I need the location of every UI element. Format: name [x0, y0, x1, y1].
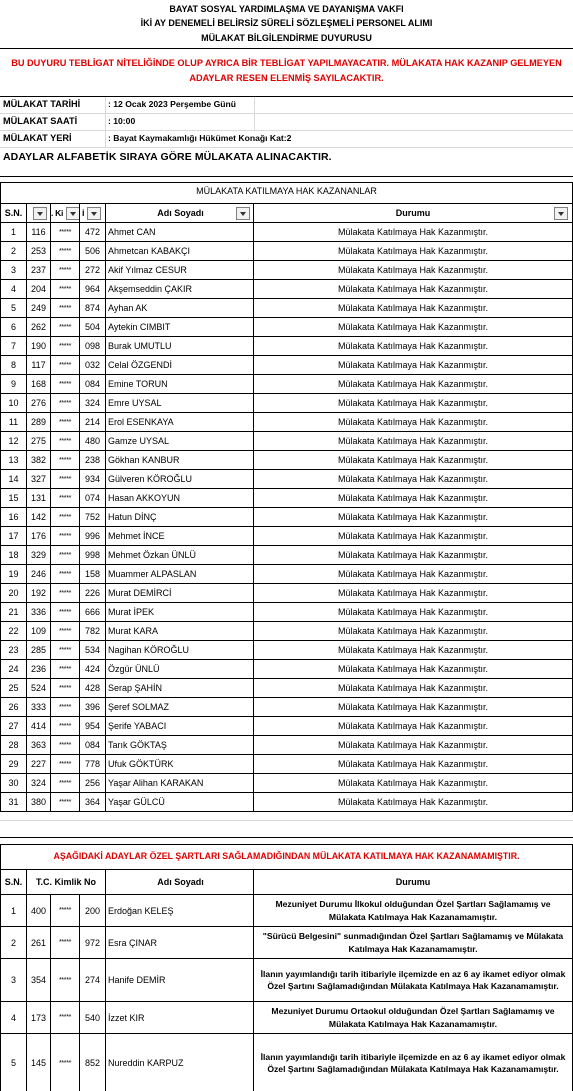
tc-prefix-cell: 289: [27, 413, 51, 431]
name-cell: Aytekin CIMBIT: [106, 318, 254, 336]
tc-suffix-cell: 032: [80, 356, 106, 374]
tc-mask-cell: *****: [51, 895, 80, 926]
tc-mask-cell: *****: [51, 261, 80, 279]
sn-cell: 9: [0, 375, 27, 393]
status-cell: Mülakata Katılmaya Hak Kazanmıştır.: [254, 413, 573, 431]
reason-cell: İlanın yayımlandığı tarih itibariyle ilçemizde en az 6 ay ikamet ediyor olmak Özel Şartını Sağlamadığından Mülakata Katılmaya Hak Kazanamamıştır.: [254, 959, 573, 1001]
name-cell: Akşemseddin ÇAKIR: [106, 280, 254, 298]
table-row: [0, 489, 573, 508]
sn-cell: 23: [0, 641, 27, 659]
tc-suffix-cell: 424: [80, 660, 106, 678]
tc-prefix-cell: 142: [27, 508, 51, 526]
tc-mask-cell: *****: [51, 622, 80, 640]
tc-mask-cell: *****: [51, 432, 80, 450]
tc-filter-dropdown-icon-2[interactable]: [66, 207, 80, 220]
tc-suffix-cell: 200: [80, 895, 106, 926]
sn-cell: 13: [0, 451, 27, 469]
header-divider: [0, 48, 573, 49]
interview-date-label: MÜLAKAT TARİHİ: [3, 99, 81, 109]
tc-prefix-cell: 204: [27, 280, 51, 298]
tc-prefix-cell: 145: [27, 1034, 51, 1091]
gap-line-2: [0, 837, 573, 838]
table-row: [0, 679, 573, 698]
table-row: [0, 280, 573, 299]
table-row: [0, 242, 573, 261]
name-cell: Özgür ÜNLÜ: [106, 660, 254, 678]
name-cell: Yaşar Alihan KARAKAN: [106, 774, 254, 792]
sn-cell: 7: [0, 337, 27, 355]
tc-prefix-cell: 236: [27, 660, 51, 678]
name-cell: Murat KARA: [106, 622, 254, 640]
tc-suffix-cell: 480: [80, 432, 106, 450]
sn-cell: 29: [0, 755, 27, 773]
sn-cell: 1: [0, 223, 27, 241]
tc-suffix-cell: 324: [80, 394, 106, 412]
tc-prefix-cell: 192: [27, 584, 51, 602]
tc-prefix-cell: 168: [27, 375, 51, 393]
tc-mask-cell: *****: [51, 1002, 80, 1033]
status-cell: Mülakata Katılmaya Hak Kazanmıştır.: [254, 641, 573, 659]
tc-suffix-cell: 472: [80, 223, 106, 241]
name-cell: Mehmet Özkan ÜNLÜ: [106, 546, 254, 564]
name-cell: Burak UMUTLU: [106, 337, 254, 355]
sn-cell: 14: [0, 470, 27, 488]
status-cell: Mülakata Katılmaya Hak Kazanmıştır.: [254, 774, 573, 792]
status-cell: Mülakata Katılmaya Hak Kazanmıştır.: [254, 470, 573, 488]
tc-mask-cell: *****: [51, 299, 80, 317]
sn-header: S.N.: [0, 204, 27, 222]
tc-mask-cell: *****: [51, 413, 80, 431]
table-row: [0, 394, 573, 413]
sn-cell: 24: [0, 660, 27, 678]
tc-suffix-cell: 934: [80, 470, 106, 488]
table-row: [0, 299, 573, 318]
d-sn-header: S.N.: [0, 870, 27, 894]
status-cell: Mülakata Katılmaya Hak Kazanmıştır.: [254, 375, 573, 393]
tc-prefix-cell: 109: [27, 622, 51, 640]
tc-mask-cell: *****: [51, 717, 80, 735]
tc-mask-cell: *****: [51, 280, 80, 298]
tc-suffix-cell: 778: [80, 755, 106, 773]
status-cell: Mülakata Katılmaya Hak Kazanmıştır.: [254, 318, 573, 336]
tc-filter-dropdown-icon[interactable]: [33, 207, 47, 220]
name-cell: Muammer ALPASLAN: [106, 565, 254, 583]
header-foundation-name: BAYAT SOSYAL YARDIMLAŞMA VE DAYANIŞMA VAKFI: [169, 4, 404, 14]
name-cell: Hanife DEMİR: [106, 959, 254, 1001]
table-row: [0, 261, 573, 280]
tc-prefix-cell: 116: [27, 223, 51, 241]
table-row: [0, 698, 573, 717]
tc-suffix-cell: 782: [80, 622, 106, 640]
tc-prefix-cell: 275: [27, 432, 51, 450]
tc-suffix-cell: 964: [80, 280, 106, 298]
tc-mask-cell: *****: [51, 736, 80, 754]
tc-prefix-cell: 285: [27, 641, 51, 659]
name-cell: Şeref SOLMAZ: [106, 698, 254, 716]
tc-suffix-cell: 238: [80, 451, 106, 469]
interview-time-row: [0, 114, 573, 131]
tc-suffix-cell: 364: [80, 793, 106, 811]
tc-mask-cell: *****: [51, 660, 80, 678]
sn-cell: 10: [0, 394, 27, 412]
name-cell: Nureddin KARPUZ: [106, 1034, 254, 1091]
tc-mask-cell: *****: [51, 223, 80, 241]
tc-prefix-cell: 327: [27, 470, 51, 488]
name-cell: Ayhan AK: [106, 299, 254, 317]
table-row: [0, 959, 573, 1002]
table-row: [0, 736, 573, 755]
sn-cell: 21: [0, 603, 27, 621]
table-row: [0, 660, 573, 679]
sn-cell: 3: [0, 261, 27, 279]
tc-mask-cell: *****: [51, 470, 80, 488]
tc-prefix-cell: 117: [27, 356, 51, 374]
status-cell: Mülakata Katılmaya Hak Kazanmıştır.: [254, 337, 573, 355]
tc-prefix-cell: 237: [27, 261, 51, 279]
status-cell: Mülakata Katılmaya Hak Kazanmıştır.: [254, 622, 573, 640]
name-cell: Emre UYSAL: [106, 394, 254, 412]
tc-suffix-cell: 998: [80, 546, 106, 564]
tc-prefix-cell: 246: [27, 565, 51, 583]
status-cell: Mülakata Katılmaya Hak Kazanmıştır.: [254, 451, 573, 469]
tc-mask-cell: *****: [51, 774, 80, 792]
tc-mask-cell: *****: [51, 451, 80, 469]
disqualified-header-row: [0, 869, 573, 895]
tc-mask-cell: *****: [51, 641, 80, 659]
tc-suffix-cell: 396: [80, 698, 106, 716]
name-cell: İzzet KIR: [106, 1002, 254, 1033]
sn-cell: 25: [0, 679, 27, 697]
name-cell: Gökhan KANBUR: [106, 451, 254, 469]
tc-prefix-cell: 363: [27, 736, 51, 754]
tc-mask-cell: *****: [51, 546, 80, 564]
tc-suffix-cell: 274: [80, 959, 106, 1001]
tc-suffix-cell: 214: [80, 413, 106, 431]
sn-cell: 15: [0, 489, 27, 507]
sn-cell: 6: [0, 318, 27, 336]
tc-prefix-cell: 414: [27, 717, 51, 735]
status-cell: Mülakata Katılmaya Hak Kazanmıştır.: [254, 299, 573, 317]
sn-cell: 5: [0, 1034, 27, 1091]
sn-cell: 17: [0, 527, 27, 545]
name-cell: Akif Yılmaz CESUR: [106, 261, 254, 279]
name-filter-dropdown-icon[interactable]: [236, 207, 250, 220]
tc-suffix-cell: 084: [80, 736, 106, 754]
name-cell: Serap ŞAHİN: [106, 679, 254, 697]
sn-cell: 4: [0, 1002, 27, 1033]
status-cell: Mülakata Katılmaya Hak Kazanmıştır.: [254, 603, 573, 621]
tc-suffix-cell: 852: [80, 1034, 106, 1091]
tc-header-tail: i: [80, 204, 106, 222]
name-cell: Hatun DİNÇ: [106, 508, 254, 526]
name-cell: Tarık GÖKTAŞ: [106, 736, 254, 754]
name-cell: Murat DEMİRCİ: [106, 584, 254, 602]
status-cell: Mülakata Katılmaya Hak Kazanmıştır.: [254, 356, 573, 374]
status-cell: Mülakata Katılmaya Hak Kazanmıştır.: [254, 527, 573, 545]
interview-time-value: : 10:00: [108, 116, 136, 126]
interview-place-value: : Bayat Kaymakamlığı Hükümet Konağı Kat:2: [108, 133, 292, 143]
table-row: [0, 432, 573, 451]
name-cell: Ahmet CAN: [106, 223, 254, 241]
qualified-header-row: [0, 203, 573, 223]
tc-prefix-cell: 276: [27, 394, 51, 412]
tc-suffix-cell: 074: [80, 489, 106, 507]
alphabetical-order-note: ADAYLAR ALFABETİK SIRAYA GÖRE MÜLAKATA ALINACAKTIR.: [3, 151, 332, 163]
table-row: [0, 546, 573, 565]
table-row: [0, 717, 573, 736]
tc-filter-dropdown-icon-3[interactable]: [87, 207, 101, 220]
sn-cell: 26: [0, 698, 27, 716]
d-name-header: Adı Soyadı: [106, 870, 254, 894]
status-cell: Mülakata Katılmaya Hak Kazanmıştır.: [254, 489, 573, 507]
table-row: [0, 641, 573, 660]
sn-cell: 31: [0, 793, 27, 811]
tc-suffix-cell: 506: [80, 242, 106, 260]
reason-cell: İlanın yayımlandığı tarih itibariyle ilçemizde en az 6 ay ikamet ediyor olmak Özel Şartını Sağlamadığından Mülakata Katılmaya Hak Kazanamamıştır.: [254, 1034, 573, 1091]
table-row: [0, 318, 573, 337]
table-row: [0, 451, 573, 470]
table-row: [0, 1034, 573, 1091]
status-filter-dropdown-icon[interactable]: [554, 207, 568, 220]
sn-cell: 8: [0, 356, 27, 374]
table-row: [0, 375, 573, 394]
header-recruitment-title: İKİ AY DENEMELİ BELİRSİZ SÜRELİ SÖZLEŞMELİ PERSONEL ALIMI: [140, 18, 433, 28]
tc-mask-cell: *****: [51, 565, 80, 583]
tc-prefix-cell: 324: [27, 774, 51, 792]
tc-prefix-cell: 382: [27, 451, 51, 469]
status-cell: Mülakata Katılmaya Hak Kazanmıştır.: [254, 736, 573, 754]
tc-suffix-cell: 534: [80, 641, 106, 659]
tc-mask-cell: *****: [51, 603, 80, 621]
table-row: [0, 755, 573, 774]
sn-cell: 28: [0, 736, 27, 754]
tc-mask-cell: *****: [51, 394, 80, 412]
top-rule: [0, 176, 573, 177]
header-announcement-title: MÜLAKAT BİLGİLENDİRME DUYURUSU: [201, 33, 372, 43]
tc-mask-cell: *****: [51, 318, 80, 336]
warning-notice: [0, 56, 573, 86]
tc-prefix-cell: 333: [27, 698, 51, 716]
tc-mask-cell: *****: [51, 527, 80, 545]
status-cell: Mülakata Katılmaya Hak Kazanmıştır.: [254, 394, 573, 412]
sn-cell: 2: [0, 242, 27, 260]
reason-cell: Mezuniyet Durumu Ortaokul olduğundan Özel Şartları Sağlamamış ve Mülakata Katılmaya Hak Kazanamamıştır.: [254, 1002, 573, 1033]
interview-place-row: [0, 131, 573, 148]
tc-suffix-cell: 996: [80, 527, 106, 545]
status-cell: Mülakata Katılmaya Hak Kazanmıştır.: [254, 755, 573, 773]
table-row: [0, 584, 573, 603]
sn-cell: 20: [0, 584, 27, 602]
sn-cell: 19: [0, 565, 27, 583]
tc-suffix-cell: 256: [80, 774, 106, 792]
tc-prefix-cell: 329: [27, 546, 51, 564]
name-cell: Yaşar GÜLCÜ: [106, 793, 254, 811]
table-row: [0, 927, 573, 959]
status-cell: Mülakata Katılmaya Hak Kazanmıştır.: [254, 584, 573, 602]
sn-cell: 1: [0, 895, 27, 926]
tc-prefix-cell: 173: [27, 1002, 51, 1033]
tc-mask-cell: *****: [51, 337, 80, 355]
tc-prefix-cell: 262: [27, 318, 51, 336]
name-cell: Mehmet İNCE: [106, 527, 254, 545]
status-cell: Mülakata Katılmaya Hak Kazanmıştır.: [254, 432, 573, 450]
reason-cell: Mezuniyet Durumu İlkokul olduğundan Özel Şartları Sağlamamış ve Mülakata Katılmaya Hak Kazanamamıştır.: [254, 895, 573, 926]
tc-suffix-cell: 752: [80, 508, 106, 526]
tc-mask-cell: *****: [51, 698, 80, 716]
tc-prefix-cell: 253: [27, 242, 51, 260]
table-row: [0, 413, 573, 432]
tc-prefix-cell: 400: [27, 895, 51, 926]
tc-mask-cell: *****: [51, 679, 80, 697]
interview-date-value: : 12 Ocak 2023 Perşembe Günü: [108, 99, 237, 109]
tc-prefix-cell: 524: [27, 679, 51, 697]
table-row: [0, 603, 573, 622]
status-cell: Mülakata Katılmaya Hak Kazanmıştır.: [254, 660, 573, 678]
name-cell: Erol ESENKAYA: [106, 413, 254, 431]
name-cell: Esra ÇINAR: [106, 927, 254, 958]
tc-mask-cell: *****: [51, 584, 80, 602]
warning-line-1: BU DUYURU TEBLİGAT NİTELİĞİNDE OLUP AYRICA BİR TEBLİGAT YAPILMAYACATIR. MÜLAKATA HAK KAZANIP GELMEYEN: [11, 58, 562, 68]
table-row: [0, 337, 573, 356]
gap-line-1: [0, 820, 573, 821]
name-cell: Erdoğan KELEŞ: [106, 895, 254, 926]
status-cell: Mülakata Katılmaya Hak Kazanmıştır.: [254, 223, 573, 241]
table-row: [0, 793, 573, 812]
status-cell: Mülakata Katılmaya Hak Kazanmıştır.: [254, 280, 573, 298]
warning-line-2: ADAYLAR RESEN ELENMİŞ SAYILACAKTIR.: [189, 73, 384, 83]
table-row: [0, 470, 573, 489]
tc-mask-cell: *****: [51, 1034, 80, 1091]
sn-cell: 4: [0, 280, 27, 298]
sn-cell: 30: [0, 774, 27, 792]
tc-suffix-cell: 874: [80, 299, 106, 317]
table-row: [0, 622, 573, 641]
table-row: [0, 895, 573, 927]
tc-header: . Ki: [51, 204, 80, 222]
tc-mask-cell: *****: [51, 959, 80, 1001]
tc-mask-cell: *****: [51, 508, 80, 526]
tc-mask-cell: *****: [51, 242, 80, 260]
tc-prefix-cell: 336: [27, 603, 51, 621]
tc-prefix-cell: 354: [27, 959, 51, 1001]
table-row: [0, 527, 573, 546]
name-cell: Şerife YABACI: [106, 717, 254, 735]
status-cell: Mülakata Katılmaya Hak Kazanmıştır.: [254, 793, 573, 811]
status-cell: Mülakata Katılmaya Hak Kazanmıştır.: [254, 679, 573, 697]
sn-cell: 18: [0, 546, 27, 564]
tc-mask-cell: *****: [51, 755, 80, 773]
tc-prefix-cell: 249: [27, 299, 51, 317]
tc-filter-cell: [27, 204, 51, 222]
reason-cell: "Sürücü Belgesini" sunmadığından Özel Şartları Sağlamamış ve Mülakata Katılmaya Hak Kazanamamıştır.: [254, 927, 573, 958]
table-row: [0, 223, 573, 242]
status-cell: Mülakata Katılmaya Hak Kazanmıştır.: [254, 242, 573, 260]
tc-suffix-cell: 972: [80, 927, 106, 958]
status-cell: Mülakata Katılmaya Hak Kazanmıştır.: [254, 546, 573, 564]
name-cell: Ahmetcan KABAKÇI: [106, 242, 254, 260]
sn-cell: 3: [0, 959, 27, 1001]
status-cell: Mülakata Katılmaya Hak Kazanmıştır.: [254, 698, 573, 716]
table-row: [0, 774, 573, 793]
disqualified-section-title: AŞAĞIDAKİ ADAYLAR ÖZEL ŞARTLARI SAĞLAMADIĞINDAN MÜLAKATA KATILMAYA HAK KAZANAMAMIŞTIR.: [53, 851, 520, 861]
sn-cell: 11: [0, 413, 27, 431]
tc-mask-cell: *****: [51, 793, 80, 811]
tc-prefix-cell: 176: [27, 527, 51, 545]
tc-suffix-cell: 084: [80, 375, 106, 393]
name-header: Adı Soyadı: [106, 204, 254, 222]
name-cell: Hasan AKKOYUN: [106, 489, 254, 507]
tc-mask-cell: *****: [51, 927, 80, 958]
name-cell: Celal ÖZGENDİ: [106, 356, 254, 374]
tc-suffix-cell: 226: [80, 584, 106, 602]
tc-prefix-cell: 190: [27, 337, 51, 355]
sn-cell: 16: [0, 508, 27, 526]
status-cell: Mülakata Katılmaya Hak Kazanmıştır.: [254, 508, 573, 526]
tc-mask-cell: *****: [51, 356, 80, 374]
d-status-header: Durumu: [254, 870, 573, 894]
table-row: [0, 356, 573, 375]
name-cell: Gamze UYSAL: [106, 432, 254, 450]
tc-mask-cell: *****: [51, 489, 80, 507]
tc-suffix-cell: 428: [80, 679, 106, 697]
tc-prefix-cell: 131: [27, 489, 51, 507]
name-cell: Ufuk GÖKTÜRK: [106, 755, 254, 773]
name-cell: Gülveren KÖROĞLU: [106, 470, 254, 488]
interview-date-row: [0, 97, 573, 114]
d-tc-header: T.C. Kimlik No: [27, 870, 106, 894]
table-row: [0, 565, 573, 584]
name-cell: Murat İPEK: [106, 603, 254, 621]
tc-suffix-cell: 666: [80, 603, 106, 621]
sn-cell: 2: [0, 927, 27, 958]
name-cell: Nagihan KÖROĞLU: [106, 641, 254, 659]
sn-cell: 12: [0, 432, 27, 450]
tc-mask-cell: *****: [51, 375, 80, 393]
tc-prefix-cell: 261: [27, 927, 51, 958]
tc-suffix-cell: 158: [80, 565, 106, 583]
sn-cell: 22: [0, 622, 27, 640]
tc-suffix-cell: 504: [80, 318, 106, 336]
tc-suffix-cell: 098: [80, 337, 106, 355]
tc-prefix-cell: 380: [27, 793, 51, 811]
tc-suffix-cell: 272: [80, 261, 106, 279]
interview-place-label: MÜLAKAT YERİ: [3, 133, 72, 143]
sn-cell: 27: [0, 717, 27, 735]
table-row: [0, 1002, 573, 1034]
name-cell: Emine TORUN: [106, 375, 254, 393]
qualified-section-title: MÜLAKATA KATILMAYA HAK KAZANANLAR: [196, 186, 377, 196]
tc-suffix-cell: 540: [80, 1002, 106, 1033]
sn-cell: 5: [0, 299, 27, 317]
status-cell: Mülakata Katılmaya Hak Kazanmıştır.: [254, 261, 573, 279]
tc-suffix-cell: 954: [80, 717, 106, 735]
status-cell: Mülakata Katılmaya Hak Kazanmıştır.: [254, 565, 573, 583]
tc-prefix-cell: 227: [27, 755, 51, 773]
status-header: Durumu: [254, 204, 573, 222]
interview-time-label: MÜLAKAT SAATİ: [3, 116, 78, 126]
table-row: [0, 508, 573, 527]
status-cell: Mülakata Katılmaya Hak Kazanmıştır.: [254, 717, 573, 735]
